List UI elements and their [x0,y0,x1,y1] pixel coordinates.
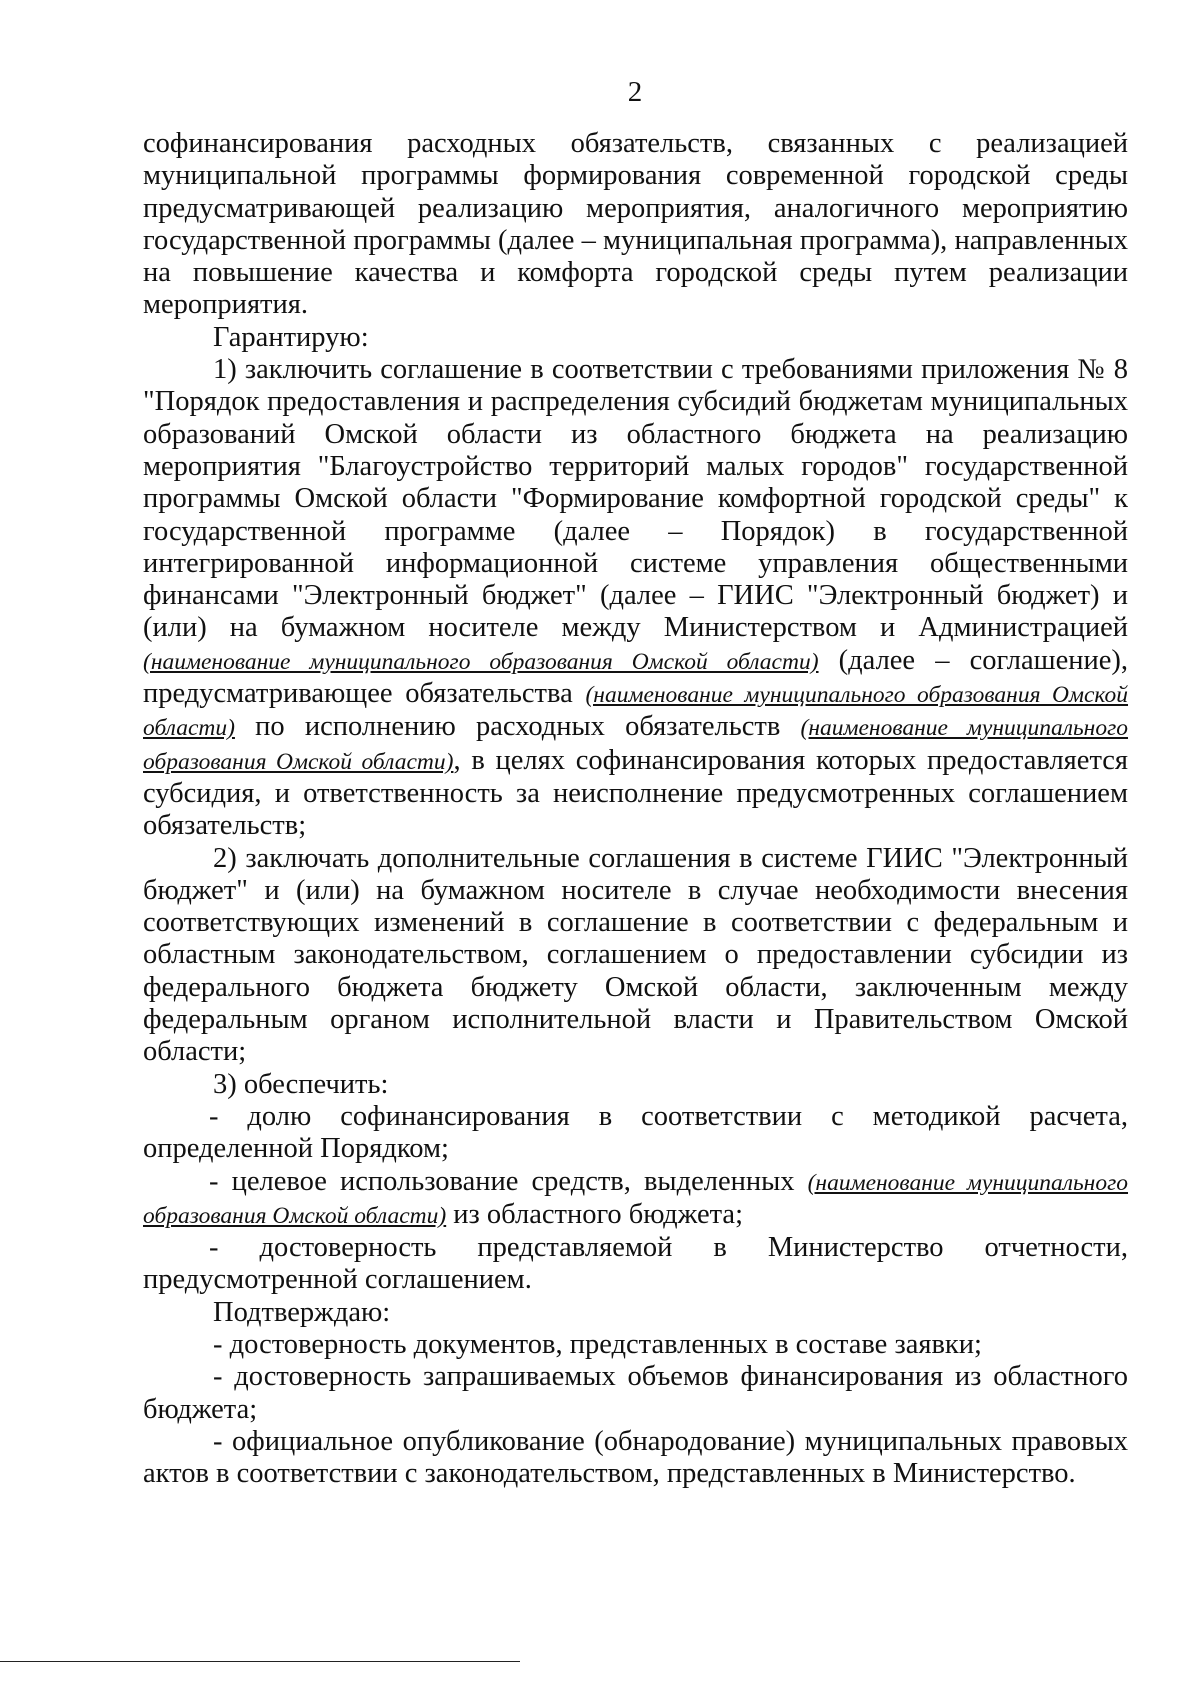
item3b-text-2: из областного бюджета; [453,1198,743,1230]
item1-text-4: , в целях софинансирования которых предоставляется субсидия, и ответственность за неисполнение предусмотренных соглашением обязательств; [143,744,1129,842]
page-number: 2 [627,76,643,108]
item3b-text-1: - целевое использование средств, выделенных [209,1165,795,1197]
confirm-item-2: - достоверность запрашиваемых объемов финансирования из областного бюджета; [143,1361,1128,1425]
placeholder-municipality-2: (наименование муниципального образования Омской области) [143,682,1129,742]
placeholder-municipality-1: (наименование муниципального образования Омской области) [143,648,819,675]
confirm-item-1: - достоверность документов, представленных в составе заявки; [213,1328,982,1360]
guarantee-item-1 [143,354,1128,842]
guarantee-item-3b [143,1166,1128,1233]
item1-text-3: по исполнению расходных обязательств [255,711,781,743]
placeholder-municipality-4: (наименование муниципального образования Омской области) [143,1169,1129,1229]
document-body [143,128,1128,1490]
confirm-heading: Подтверждаю: [213,1296,391,1328]
item1-text-2: (далее – соглашение), предусматривающее обязательства [143,644,1128,710]
guarantee-item-3: 3) обеспечить: [213,1068,389,1100]
confirm-item-3: - официальное опубликование (обнародование) муниципальных правовых актов в соответствии с законодательством, представленных в Министерство. [143,1425,1128,1490]
placeholder-municipality-3: (наименование муниципального образования Омской области) [143,715,1129,775]
guarantee-item-2: 2) заключать дополнительные соглашения в системе ГИИС "Электронный бюджет" и (или) на бумажном носителе в случае необходимости внесения соответствующих изменений в соглашение в соответствии с федеральным и областным законодательством, соглашением о предоставлении субсидии из федерального бюджета бюджету Омской области, заключенным между федеральным органом исполнительной власти и Правительством Омской области; [143,842,1128,1068]
paragraph-intro: софинансирования расходных обязательств, связанных с реализацией муниципальной программы формирования современной городской среды предусматривающей реализацию мероприятия, аналогичного мероприятию государственной программы (далее – муниципальная программа), направленных на повышение качества и комфорта городской среды путем реализации мероприятия. [143,128,1128,321]
item1-text-1: 1) заключить соглашение в соответствии с требованиями приложения № 8 "Порядок предоставления и распределения субсидий бюджетам муниципальных образований Омской области из областного бюджета на реализацию мероприятия "Благоустройство территорий малых городов" государственной программы Омской области "Формирование комфортной городской среды" к государственной программе (далее – Порядок) в государственной интегрированной информационной системе управления общественными финансами "Электронный бюджет" (далее – ГИИС "Электронный бюджет) и (или) на бумажном носителе между Министерством и Администрацией [143,354,1128,644]
guarantee-item-3a: - долю софинансирования в соответствии с методикой расчета, определенной Порядком; [143,1100,1128,1165]
guarantee-heading: Гарантирую: [213,321,369,353]
guarantee-item-3c: - достоверность представляемой в Министерство отчетности, предусмотренной соглашением. [143,1232,1128,1296]
footnote-divider [0,1661,520,1662]
